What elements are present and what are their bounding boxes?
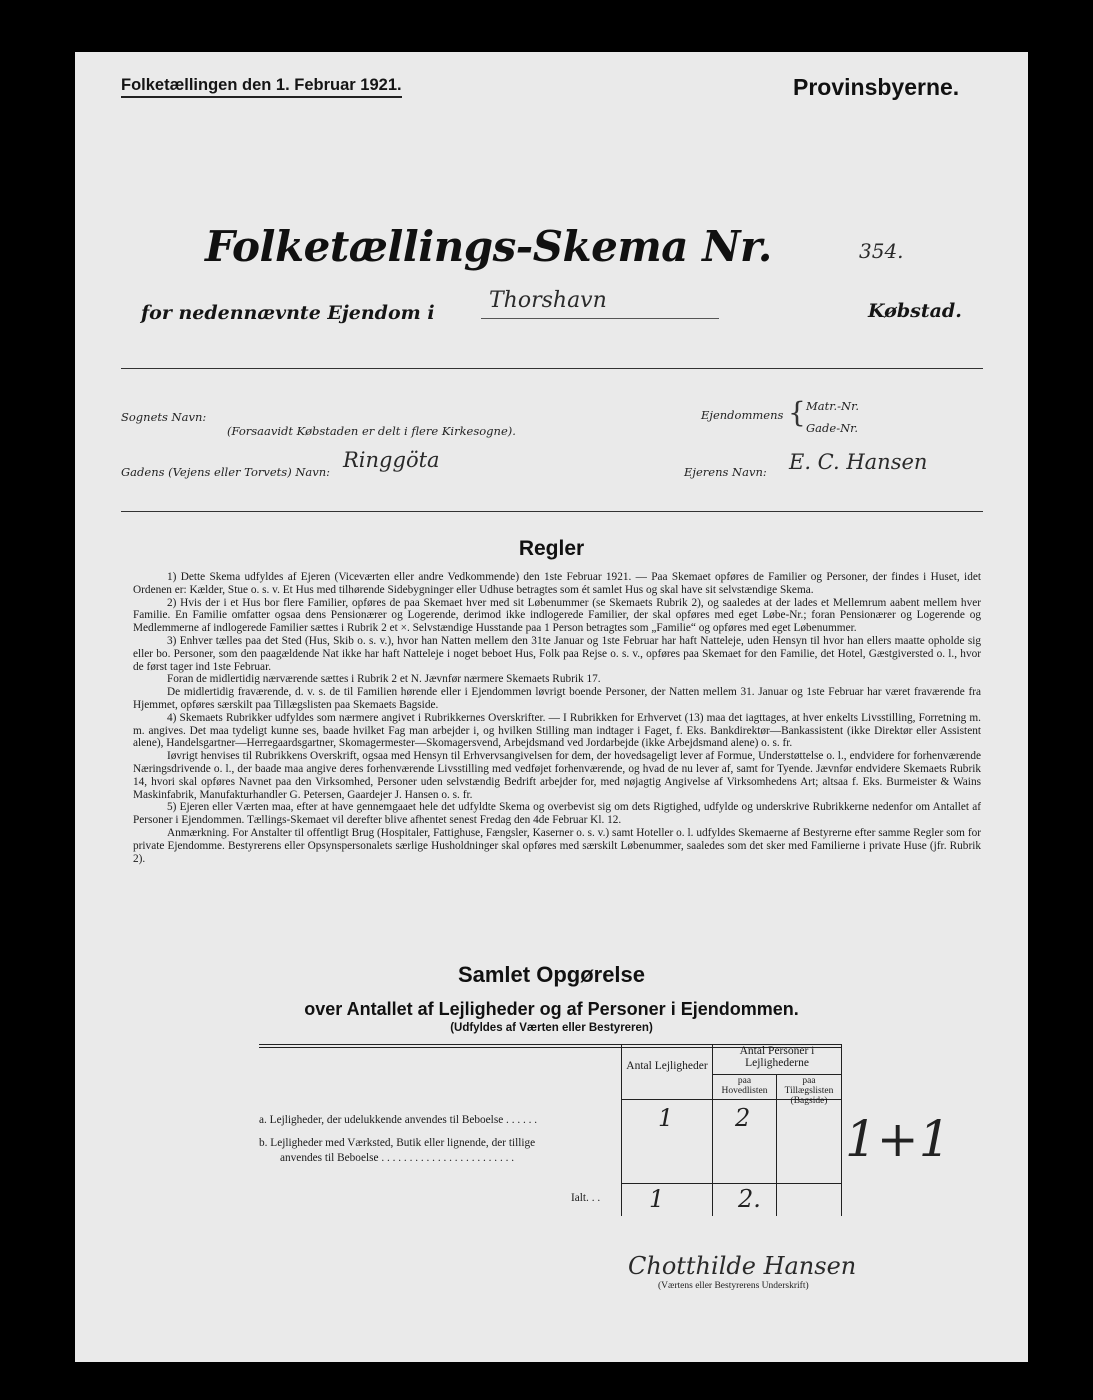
ejendommens-label: Ejendommens xyxy=(701,408,784,422)
col-header-antal-personer: Antal Personer i Lejlighederne xyxy=(739,1045,815,1069)
rules-heading: Regler xyxy=(518,537,585,560)
sogn-note: (Forsaavidt Købstaden er delt i flere Kirkesogne). xyxy=(227,424,516,438)
table-col-line xyxy=(841,1044,842,1216)
col-header-antal-lejligheder: Antal Lejligheder xyxy=(626,1060,708,1072)
row-a-label: a. Lejligheder, der udelukkende anvendes til Beboelse . . . . . . xyxy=(259,1114,538,1126)
table-col-line xyxy=(712,1044,713,1216)
divider-top xyxy=(121,368,983,369)
ejer-value-handwritten: E. C. Hansen xyxy=(789,450,928,474)
rule-paragraph: 1) Dette Skema udfyldes af Ejeren (Viceværten eller andre Vedkommende) den 1ste Februar 1921. — Paa Skemaet opføres de Familier og Personer, der findes i Huset, idet Ordenen er: Kælder, Stue o. s. v. Et Hus med tilhørende Sidebygninger eller Udhuse betragtes som ét samlet Hus og skal have sit selvstændige Skema. xyxy=(133,571,981,596)
rules-text xyxy=(133,571,981,865)
matr-nr-label: Matr.-Nr. xyxy=(806,399,859,413)
region-header: Provinsbyerne. xyxy=(793,74,960,100)
kobstad-label: Købstad. xyxy=(868,300,962,322)
rule-paragraph: 5) Ejeren eller Værten maa, efter at have gennemgaaet hele det udfyldte Skema og overbevist sig om dets Rigtighed, udfylde og underskrive Rubrikkerne nedenfor om Antallet af Personer i Ejendommen. Tællings-Skemaet vil derefter blive afhentet senest Fredag den 4de Februar Kl. 12. xyxy=(133,801,981,827)
gade-nr-label: Gade-Nr. xyxy=(806,421,859,435)
rule-paragraph: De midlertidig fraværende, d. v. s. de til Familien hørende eller i Ejendommen løvrigt boende Personer, der Natten mellem 31. Januar og 1ste Februar har været fraværende fra Hjemmet, opføres særskilt paa Tillægslisten paa Skemaets Bagside. xyxy=(133,686,981,711)
gade-label: Gadens (Vejens eller Torvets) Navn: xyxy=(121,465,331,479)
col-header-hovedlisten: paa Hovedlisten xyxy=(721,1076,768,1096)
rule-paragraph: 4) Skemaets Rubrikker udfyldes som nærmere angivet i Rubrikkernes Overskrifter. — I Rubrikken for Erhvervet (13) maa det iagttages, at hver enkelts Livsstilling, Forretning m. m. angives. Det maa tydeligt kunne ses, baade hvilket Fag man arbejder i, og hvilken Stilling man indtager i Faget, f. Eks. Bankdirektør—Bankassistent (ikke Direktør eller Assistent alene), Handelsgartner—Herregaardsgartner, Skomagermester—Skomagersvend, Arbejdsmand ved Jordarbejde (ikke Arbejdsmand alene) o. s. fr. xyxy=(133,711,981,750)
table-total-rule xyxy=(621,1183,841,1184)
rule-paragraph: 2) Hvis der i et Hus bor flere Familier, opføres de paa Skemaet hver med sit Løbenummer (se Skemaets Rubrik 2), og saaledes at der lades et Mellemrum aabent mellem hver Familie. En Familie omfatter ogsaa dens Pensionærer og Logerende, derimod ikke indlogerede Familier, der skal opføres med eget Løbe-Nr.; foran Pensionærer og Logerende og Medlemmerne af indlogerede Familier sættes i Rubrik 2 et ×. Selvstændige Husstande paa 1 Person betragtes som „Familie“ og opføres med eget Løbenummer. xyxy=(133,596,981,635)
census-date-header: Folketællingen den 1. Februar 1921. xyxy=(121,76,402,98)
signature-caption: (Værtens eller Bestyrerens Underskrift) xyxy=(658,1281,809,1291)
rule-paragraph: Foran de midlertidig nærværende sættes i Rubrik 2 et N. Jævnfør nærmere Skemaets Rubrik 17. xyxy=(167,673,601,686)
ejer-label: Ejerens Navn: xyxy=(684,465,767,479)
rule-paragraph: 3) Enhver tælles paa det Sted (Hus, Skib o. s. v.), hvor han Natten mellem den 31te Januar og 1ste Februar har haft Natteleje, uden Hensyn til hvor han ellers maatte opholde sig eller bo. Personer, som den paagældende Nat ikke har haft Natteleje i noget beboet Hus, Folk paa Rejse o. s. v., opføres paa Skemaet for den Familie, det Hotel, Gæstgiversted o. l., hvor de først tager ind 1ste Februar. xyxy=(133,634,981,673)
table-col-line xyxy=(621,1044,622,1216)
sogn-label: Sognets Navn: xyxy=(121,410,207,424)
row-a-lejligheder-value: 1 xyxy=(658,1104,674,1132)
row-b-label: b. Lejligheder med Værksted, Butik eller lignende, der tillige xyxy=(259,1137,536,1149)
gade-value-handwritten: Ringgöta xyxy=(343,448,440,472)
form-number-handwritten: 354. xyxy=(859,239,904,263)
summary-title: Samlet Opgørelse xyxy=(457,962,646,987)
row-a-hovedlisten-value: 2 xyxy=(735,1104,751,1132)
row-b-label-cont: anvendes til Beboelse . . . . . . . . . . . . . . . . . . . . . . . . xyxy=(280,1152,515,1164)
brace-symbol: { xyxy=(788,396,806,429)
col-header-tillaegslisten: paa Tillægslisten (Bagside) xyxy=(784,1076,834,1106)
summary-subtitle: over Antallet af Lejligheder og af Personer i Ejendommen. xyxy=(304,999,799,1019)
summary-note: (Udfyldes af Værten eller Bestyreren) xyxy=(450,1022,653,1034)
signature-handwritten: Chotthilde Hansen xyxy=(628,1252,857,1280)
table-col-line xyxy=(776,1074,777,1216)
table-subheader-rule xyxy=(712,1074,841,1075)
town-underline xyxy=(481,318,719,319)
form-title: Folketællings-Skema Nr. xyxy=(205,222,772,271)
total-hovedlisten-value: 2. xyxy=(738,1185,761,1213)
census-form-page xyxy=(75,52,1028,1362)
margin-tally-handwritten: 1+1 xyxy=(845,1110,951,1168)
rule-paragraph: Anmærkning. For Anstalter til offentligt Brug (Hospitaler, Fattighuse, Fængsler, Kaserner o. s. v.) samt Hoteller o. l. udfyldes Skemaerne af Bestyrerne efter samme Regler som for private Ejendomme. Bestyrerens eller Opsynspersonalets særlige Husholdninger skal opføres med særskilt Løbenummer, saaledes som det sker med Familierne i private Huse (jfr. Rubrik 2). xyxy=(133,826,981,865)
total-lejligheder-value: 1 xyxy=(649,1185,665,1213)
town-handwritten: Thorshavn xyxy=(489,288,607,313)
rule-paragraph: Iøvrigt henvises til Rubrikkens Overskrift, ogsaa med Hensyn til Erhvervsangivelsen for dem, der hovedsageligt lever af Formue, Understøttelse o. l., endvidere for forhenværende Næringsdrivende o. l., der baade maa angive deres forhenværende Livsstilling med vedføjet forhenværende, og hvad de nu lever af, samt for Tyende. Jævnfør endvidere Skemaets Rubrik 14, hvori skal opføres Navnet paa den Virksomhed, Personer uden selvstændig Bedrift arbejder for, med nøjagtig Angivelse af Virksomhedens Art; altsaa f. Eks. Burmeister & Wains Maskinfabrik, Manufakturhandler G. Petersen, Gaardejer J. Hansen o. s. fr. xyxy=(133,750,981,801)
divider-middle xyxy=(121,511,983,512)
row-total-label: Ialt. . . xyxy=(571,1192,601,1204)
property-prefix: for nedennævnte Ejendom i xyxy=(141,302,435,324)
